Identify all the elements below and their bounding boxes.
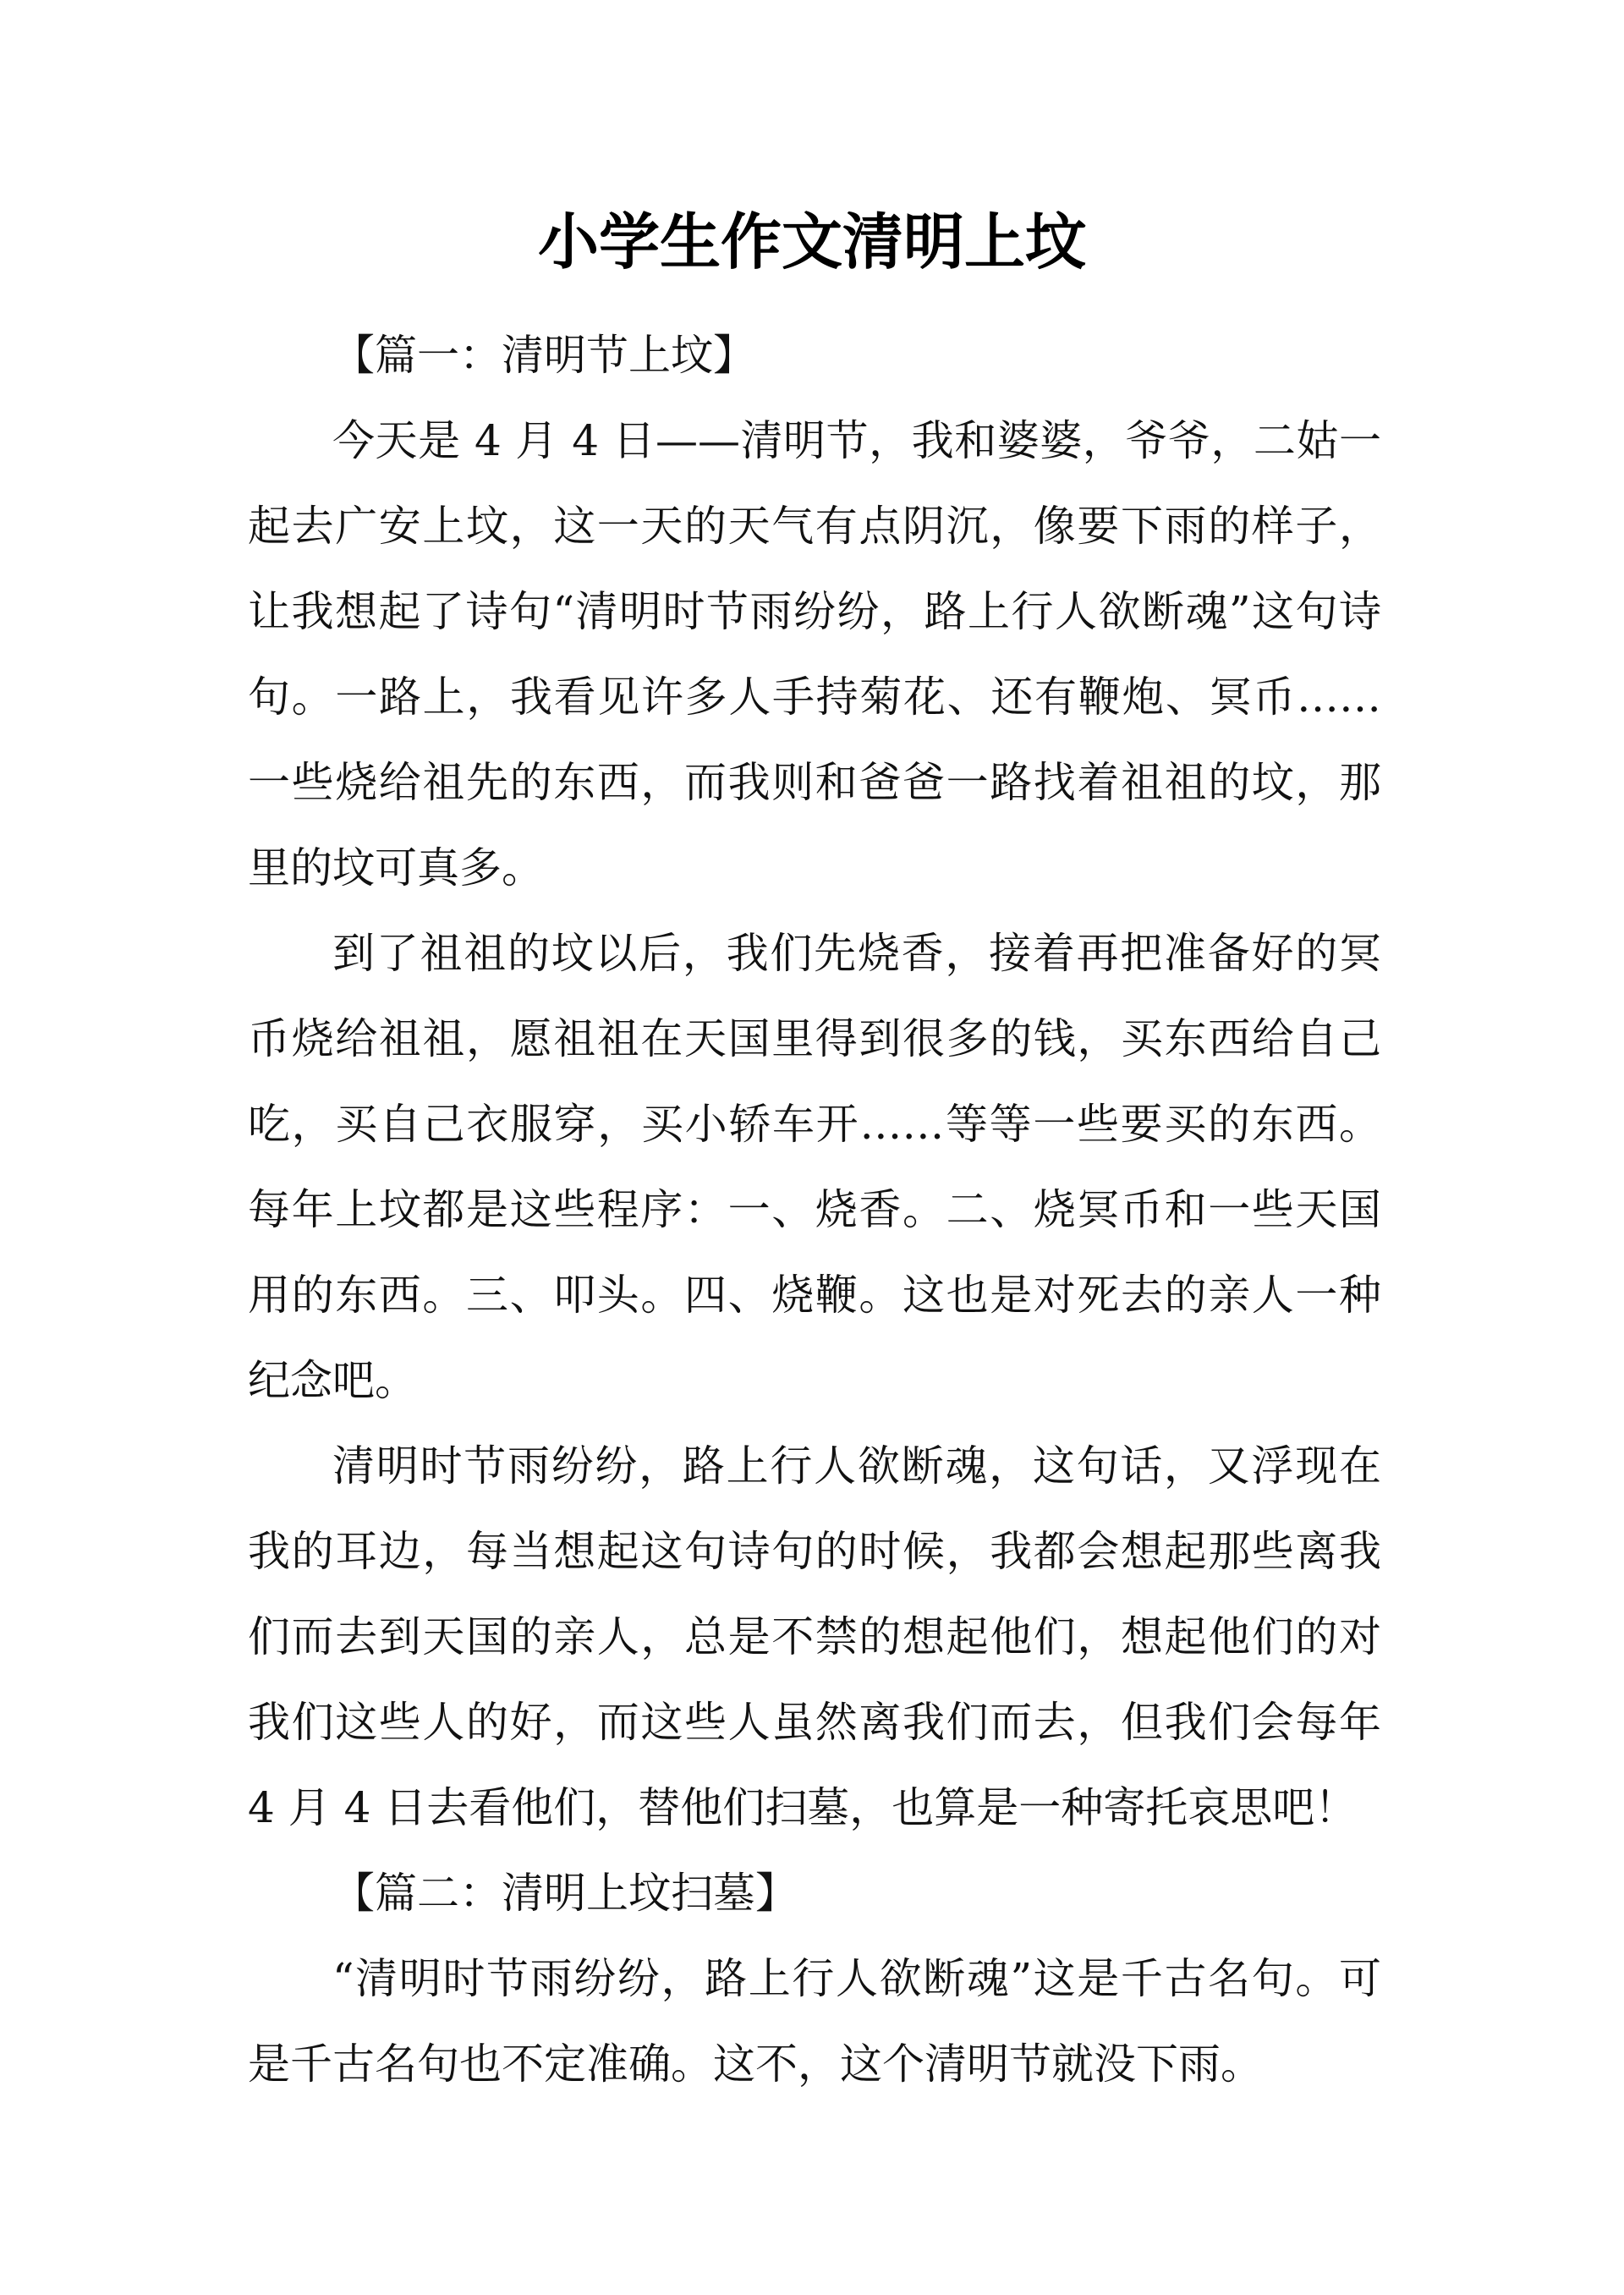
paragraph: “清明时节雨纷纷，路上行人欲断魂”这是千古名句。可是千古名句也不定准确。这不，这个清明节就没下雨。 — [248, 1954, 1381, 2089]
section-heading-1: 【篇一：清明节上坟】 — [332, 331, 755, 380]
paragraph: 今天是 4 月 4 日——清明节，我和婆婆，爷爷，二姑一起去广安上坟，这一天的天气有点阴沉，像要下雨的样子，让我想起了诗句“清明时节雨纷纷，路上行人欲断魂”这句诗句。一路上，我看见许多人手持菊花、还有鞭炮、冥币……一些烧给祖先的东西，而我则和爸爸一路找着祖祖的坟，那里的坟可真多。 — [248, 416, 1381, 892]
paragraph: 清明时节雨纷纷，路上行人欲断魂，这句话，又浮现在我的耳边，每当想起这句诗句的时候，我都会想起那些离我们而去到天国的亲人，总是不禁的想起他们，想起他们的对我们这些人的好，而这些人虽然离我们而去，但我们会每年 4 月 4 日去看他们，替他们扫墓，也算是一种寄托哀思吧！ — [248, 1441, 1381, 1832]
section-heading-2: 【篇二：清明上坟扫墓】 — [332, 1869, 798, 1918]
paragraph: 到了祖祖的坟以后，我们先烧香，接着再把准备好的冥币烧给祖祖，愿祖祖在天国里得到很多的钱，买东西给自己吃，买自己衣服穿，买小轿车开……等等一些要买的东西。每年上坟都是这些程序：一、烧香。二、烧冥币和一些天国用的东西。三、叩头。四、烧鞭。这也是对死去的亲人一种纪念吧。 — [248, 929, 1381, 1405]
essay-body — [248, 313, 1381, 2107]
page-title: 小学生作文清明上坟 — [537, 206, 1086, 277]
